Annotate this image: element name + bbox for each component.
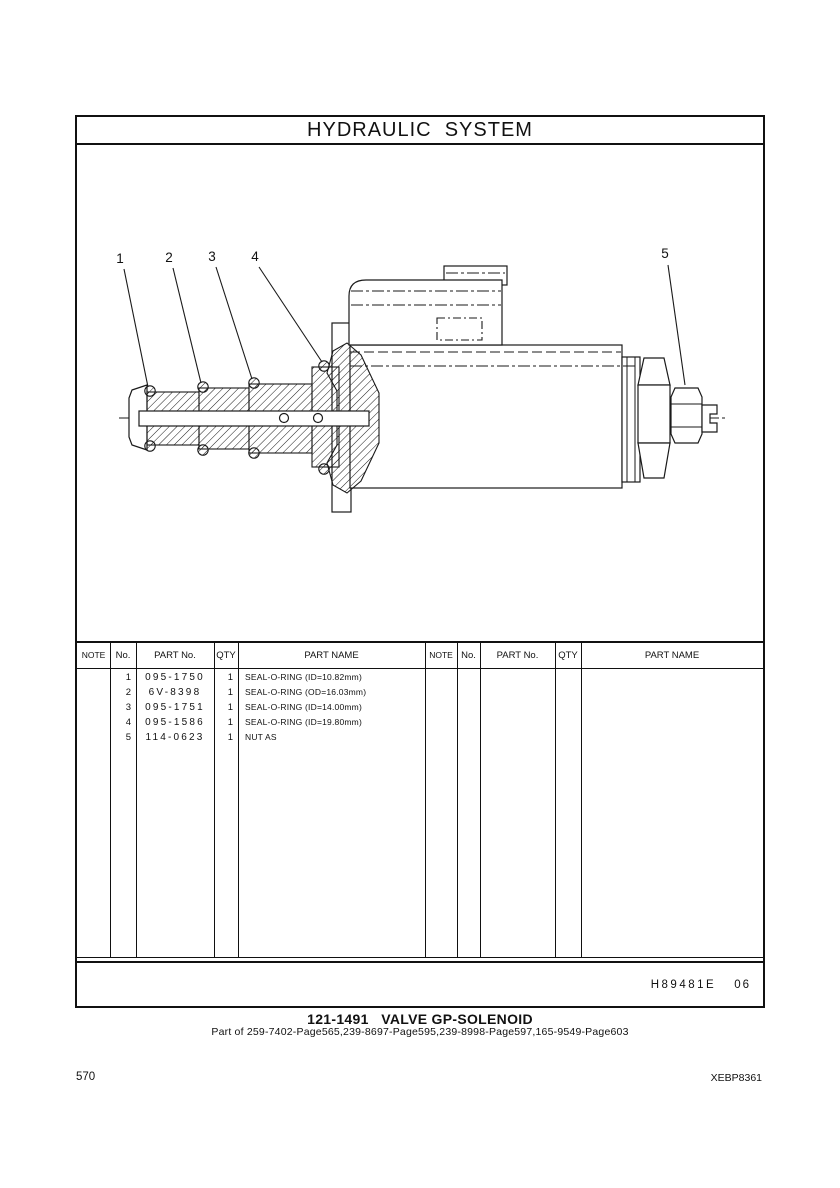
page-number: 570 <box>76 1071 96 1083</box>
cell-part-no: 095-1586 <box>145 717 205 728</box>
retaining-nut <box>671 388 702 443</box>
callout-3: 3 <box>208 249 216 264</box>
cell-no: 3 <box>125 702 131 713</box>
figure-caption-title: 121-1491 VALVE GP-SOLENOID <box>307 1011 533 1027</box>
table-row <box>77 700 763 715</box>
cell-no: 5 <box>125 732 131 743</box>
leader-4 <box>259 267 322 362</box>
publication-code: XEBP8361 <box>710 1072 762 1084</box>
header-note-2: NOTE <box>429 650 453 660</box>
figure-caption-subtitle: Part of 259-7402-Page565,239-8697-Page595,239-8998-Page597,165-9549-Page603 <box>211 1026 629 1038</box>
leader-5 <box>668 265 685 385</box>
table-row <box>77 670 763 685</box>
hex-ring-top <box>638 358 670 385</box>
header-note: NOTE <box>81 650 106 660</box>
cell-qty: 1 <box>227 672 233 683</box>
cell-part-name: SEAL-O-RING (ID=14.00mm) <box>245 702 362 712</box>
cell-note <box>77 685 110 700</box>
connector-window <box>437 318 482 340</box>
cell-part-no: 095-1750 <box>145 672 205 683</box>
header-part-no: PART No. <box>154 650 196 661</box>
header-no: No. <box>115 650 131 661</box>
valve-cross-section-diagram <box>77 145 763 639</box>
table-row <box>77 730 763 745</box>
parts-table <box>77 641 763 958</box>
hex-ring-bottom <box>638 443 670 478</box>
cell-note <box>77 715 110 730</box>
hex-ring-middle <box>638 385 670 443</box>
header-part-name: PART NAME <box>304 650 359 661</box>
cell-no: 2 <box>125 687 131 698</box>
cell-part-no: 6V-8398 <box>148 687 202 698</box>
cell-qty: 1 <box>227 687 233 698</box>
drawing-revision: 06 <box>734 978 751 991</box>
header-no-2: No. <box>461 650 476 661</box>
o-ring-3 <box>249 378 259 388</box>
leader-2 <box>173 268 201 383</box>
o-ring-1 <box>145 441 155 451</box>
o-ring-4 <box>319 464 329 474</box>
o-ring-1 <box>145 386 155 396</box>
callout-1: 1 <box>116 251 124 266</box>
o-ring-4 <box>319 361 329 371</box>
port-hole <box>314 414 323 423</box>
o-ring-2 <box>198 445 208 455</box>
leader-1 <box>124 269 148 387</box>
cartridge-bore <box>139 411 369 426</box>
cell-qty: 1 <box>227 717 233 728</box>
cell-part-name: SEAL-O-RING (OD=16.03mm) <box>245 687 367 697</box>
o-ring-3 <box>249 448 259 458</box>
drawing-number-strip <box>77 961 763 1006</box>
cell-note <box>77 670 110 685</box>
header-qty-2: QTY <box>558 650 578 661</box>
cell-part-no: 095-1751 <box>145 702 205 713</box>
port-hole <box>280 414 289 423</box>
header-part-no-2: PART No. <box>496 650 539 661</box>
sheet-frame <box>75 115 765 1008</box>
header-separator <box>77 668 763 669</box>
table-row <box>77 685 763 700</box>
leader-3 <box>216 267 252 379</box>
callout-4: 4 <box>251 249 259 264</box>
callout-5: 5 <box>661 246 669 261</box>
cell-qty: 1 <box>227 702 233 713</box>
header-part-name-2: PART NAME <box>644 650 700 661</box>
page-title: HYDRAULIC SYSTEM <box>77 117 763 145</box>
drawing-number: H89481E <box>650 978 717 991</box>
cell-part-name: NUT AS <box>245 732 277 742</box>
cell-no: 1 <box>125 672 131 683</box>
cell-qty: 1 <box>227 732 233 743</box>
callout-2: 2 <box>165 250 173 265</box>
cell-note <box>77 730 110 745</box>
cell-part-name: SEAL-O-RING (ID=10.82mm) <box>245 672 362 682</box>
cell-part-no: 114-0623 <box>145 732 205 743</box>
solenoid-end-band <box>622 357 640 482</box>
o-ring-2 <box>198 382 208 392</box>
header-qty: QTY <box>216 650 236 661</box>
cell-part-name: SEAL-O-RING (ID=19.80mm) <box>245 717 362 727</box>
cell-no: 4 <box>125 717 131 728</box>
table-row <box>77 715 763 730</box>
cell-note <box>77 700 110 715</box>
